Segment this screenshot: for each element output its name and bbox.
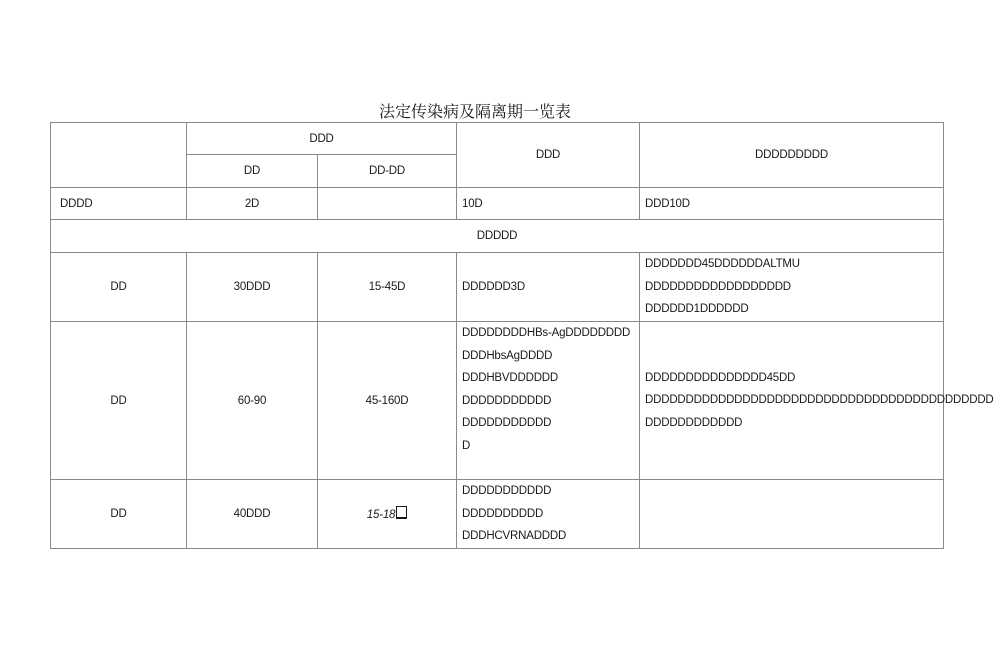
text-line: DDDDDDDDDDDDDDD45DD [645,371,796,384]
section-row [51,220,944,253]
header-range: DD-DD [318,155,457,188]
text-line: DDDDDDDDDDD [462,417,552,429]
page-title: 法定传染病及隔离期一览表 [378,102,571,121]
text-line: DDDHCVRNADDDD [462,530,567,542]
table-row [51,480,944,549]
cell-common: 30DDD [187,253,318,322]
cell-observation [640,253,944,322]
table-row [51,322,944,480]
table-row [51,253,944,322]
section-label: DDDDD [51,220,944,253]
cell-common: 60-90 [187,322,318,480]
cell-isolation [457,480,640,549]
cell-disease: DDDD [51,188,187,220]
text-line: DDDDDDDDDD [462,507,544,520]
cell-range [318,480,457,549]
text-line: DDDDDDDDDDDD [645,416,743,429]
header-contact-observation: DDDDDDDDD [640,123,944,188]
cell-isolation: 10D [457,188,640,220]
range-value: 15-18 [366,509,396,522]
text-line: DDDDDDDDDDDDDDDDDD [645,280,791,293]
cell-observation [640,322,994,480]
cell-disease: DD [51,480,187,549]
cell-range: 15-45D [318,253,457,322]
header-incubation-group: DDD [187,123,457,155]
cell-observation: DDD10D [640,188,944,220]
quarantine-table [50,122,994,549]
text-line: DDDDDD1DDDDDD [645,303,749,316]
table-row [51,188,944,220]
text-line: DDDDDDD45DDDDDDALTMU [645,258,800,271]
header-disease-cell [51,123,187,188]
table-header-row [51,123,944,155]
header-common: DD [187,155,318,188]
text-line: DDDHBVDDDDDD [462,372,559,384]
cell-isolation [457,322,640,480]
cell-range [318,188,457,220]
cell-common: 40DDD [187,480,318,549]
cell-observation [640,480,944,549]
cell-common: 2D [187,188,318,220]
text-line: DDDDDDDDDDD [462,485,552,497]
cell-disease: DD [51,322,187,480]
cell-isolation: DDDDDD3D [457,253,640,322]
missing-glyph-icon [396,506,407,519]
text-line: DDDDDDDDDDD [462,394,552,407]
text-line: D [462,439,471,452]
cell-disease: DD [51,253,187,322]
cell-range: 45-160D [318,322,457,480]
header-isolation-period: DDD [457,123,640,188]
text-line: DDDDDDDDHBs-AgDDDDDDDD [462,327,631,339]
text-line: DDDHbsAgDDDD [462,349,553,362]
text-line: DDDDDDDDDDDDDDDDDDDDDDDDDDDDDDDDDDDDDDDDDDD [645,394,994,407]
